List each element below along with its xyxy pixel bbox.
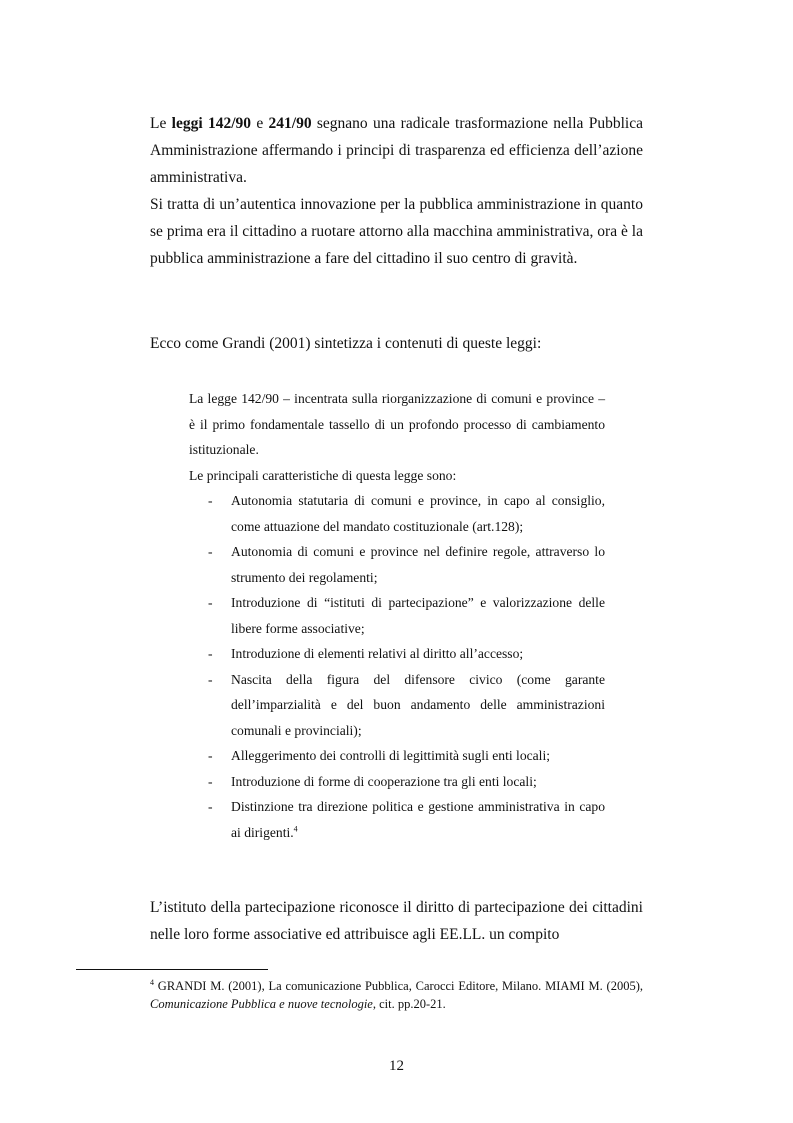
list-item xyxy=(189,743,605,769)
footnote-marker: 4 xyxy=(150,977,154,987)
list-dash: - xyxy=(208,646,213,661)
closing-paragraph xyxy=(150,894,643,948)
list-item xyxy=(189,667,605,744)
list-item xyxy=(189,769,605,795)
law-142-90: leggi 142/90 xyxy=(171,115,252,132)
quote-paragraph-2: Le principali caratteristiche di questa legge sono: xyxy=(189,467,457,483)
list-item-text: Introduzione di forme di cooperazione tra gli enti locali; xyxy=(231,773,537,789)
footnote-reference[interactable]: 4 xyxy=(293,823,298,833)
law-241-90: 241/90 xyxy=(268,115,312,132)
list-dash: - xyxy=(208,595,213,610)
footnote xyxy=(150,977,643,1013)
intro-paragraph xyxy=(150,110,643,272)
intro-sentence-1 xyxy=(150,110,643,191)
intro-sentence-2: Si tratta di un’autentica innovazione per la pubblica amministrazione in quanto se prima era il cittadino a ruotare attorno alla macchina amministrativa, ora è la pubblica amministrazione a fare del cittadino il suo centro di gravità. xyxy=(150,196,643,267)
characteristics-list xyxy=(189,488,605,845)
quote-lead xyxy=(150,330,643,357)
list-dash: - xyxy=(208,773,213,789)
intro-text: segnano una radicale trasformazione nella Pubblica Amministrazione affermando i principi di trasparenza ed efficienza dell’azione amministrativa. xyxy=(150,115,643,186)
list-item xyxy=(189,641,605,667)
quote-lead-text: Ecco come Grandi (2001) sintetizza i contenuti di queste leggi: xyxy=(150,335,542,352)
list-dash: - xyxy=(208,748,213,763)
list-dash: - xyxy=(208,544,213,559)
intro-text: Le xyxy=(150,115,172,132)
list-item-text: Introduzione di elementi relativi al diritto all’accesso; xyxy=(231,646,524,661)
list-item xyxy=(189,539,605,590)
footnote-divider xyxy=(76,969,268,970)
list-item-text: Autonomia di comuni e province nel definire regole, attraverso lo strumento dei regolamenti; xyxy=(231,544,605,585)
footnote-text: , cit. pp.20-21. xyxy=(372,997,446,1011)
intro-text: e xyxy=(251,115,269,132)
list-item xyxy=(189,794,605,845)
list-item-text: Autonomia statutaria di comuni e province, in capo al consiglio, come attuazione del mandato costituzionale (art.128); xyxy=(231,493,605,534)
list-item-text: Nascita della figura del difensore civico (come garante dell’imparzialità e del buon andamento delle amministrazioni comunali e provinciali); xyxy=(231,671,605,738)
list-dash: - xyxy=(208,671,213,687)
list-item xyxy=(189,488,605,539)
list-item-text: Alleggerimento dei controlli di legittimità sugli enti locali; xyxy=(231,748,551,763)
footnote-title: Comunicazione Pubblica e nuove tecnologie xyxy=(150,997,373,1011)
list-item-text: Distinzione tra direzione politica e gestione amministrativa in capo ai dirigenti. xyxy=(231,799,605,840)
page-number: 12 xyxy=(389,1058,404,1074)
list-dash: - xyxy=(208,493,213,508)
closing-text: L’istituto della partecipazione riconosce il diritto di partecipazione dei cittadini nelle loro forme associative ed attribuisce agli EE.LL. un compito xyxy=(150,899,643,943)
list-item-text: Introduzione di “istituti di partecipazione” e valorizzazione delle libere forme associative; xyxy=(231,595,605,636)
block-quote xyxy=(189,386,605,845)
quote-paragraph-1: La legge 142/90 – incentrata sulla riorganizzazione di comuni e province – è il primo fondamentale tassello di un profondo processo di cambiamento istituzionale. xyxy=(189,391,605,457)
list-dash: - xyxy=(208,799,213,814)
list-item xyxy=(189,590,605,641)
footnote-text: GRANDI M. (2001), La comunicazione Pubblica, Carocci Editore, Milano. MIAMI M. (2005), xyxy=(154,979,643,993)
